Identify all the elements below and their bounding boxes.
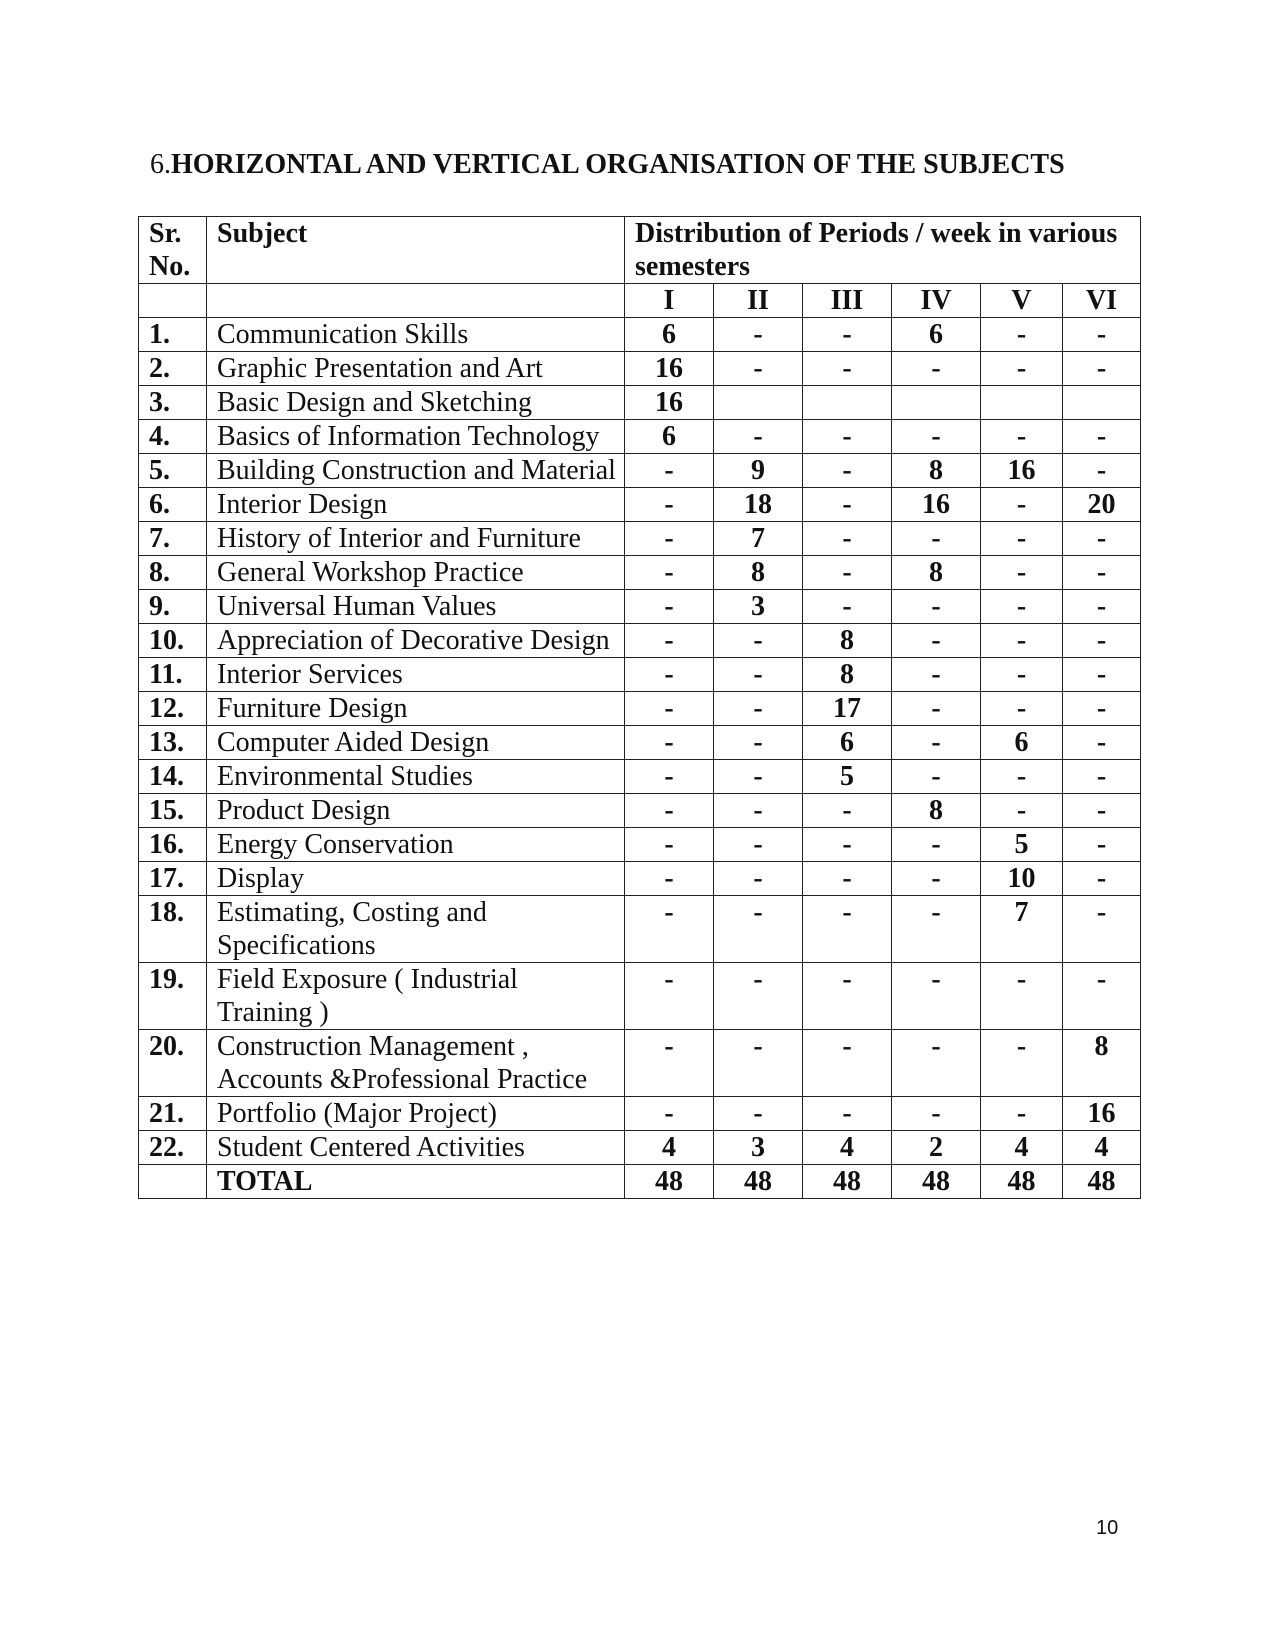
row-period-value: - xyxy=(625,488,714,522)
row-sr-no: 15. xyxy=(139,794,207,828)
row-period-value: - xyxy=(1063,624,1141,658)
table-row xyxy=(139,386,1141,420)
table-row xyxy=(139,318,1141,352)
total-value: 48 xyxy=(625,1165,714,1199)
row-period-value: - xyxy=(625,1097,714,1131)
row-period-value: - xyxy=(1063,896,1141,963)
row-sr-no: 21. xyxy=(139,1097,207,1131)
row-period-value xyxy=(1063,386,1141,420)
row-sr-no: 3. xyxy=(139,386,207,420)
row-subject: Interior Design xyxy=(207,488,625,522)
row-period-value: - xyxy=(981,318,1063,352)
table-row xyxy=(139,488,1141,522)
row-period-value: - xyxy=(1063,318,1141,352)
row-period-value: - xyxy=(714,726,803,760)
row-period-value: - xyxy=(981,420,1063,454)
table-row xyxy=(139,896,1141,963)
total-value: 48 xyxy=(981,1165,1063,1199)
semester-header-row xyxy=(139,284,1141,318)
section-number: 6. xyxy=(150,149,171,180)
row-period-value: - xyxy=(803,556,892,590)
row-period-value: - xyxy=(625,862,714,896)
row-period-value: - xyxy=(714,862,803,896)
row-period-value: - xyxy=(892,760,981,794)
row-period-value: 20 xyxy=(1063,488,1141,522)
row-period-value: - xyxy=(1063,963,1141,1030)
table-row xyxy=(139,1097,1141,1131)
row-sr-no: 1. xyxy=(139,318,207,352)
table-row xyxy=(139,760,1141,794)
row-period-value: - xyxy=(981,624,1063,658)
row-period-value: - xyxy=(892,963,981,1030)
row-period-value: - xyxy=(803,862,892,896)
row-sr-no: 8. xyxy=(139,556,207,590)
row-sr-no: 17. xyxy=(139,862,207,896)
row-period-value: - xyxy=(625,760,714,794)
row-period-value: 6 xyxy=(803,726,892,760)
row-period-value: - xyxy=(714,828,803,862)
row-period-value: - xyxy=(714,1030,803,1097)
table-row xyxy=(139,1030,1141,1097)
semester-label: IV xyxy=(892,284,981,318)
table-row xyxy=(139,862,1141,896)
semester-label: V xyxy=(981,284,1063,318)
row-period-value: - xyxy=(892,726,981,760)
row-subject: Universal Human Values xyxy=(207,590,625,624)
row-period-value: - xyxy=(625,726,714,760)
row-period-value: - xyxy=(803,318,892,352)
row-subject: Building Construction and Material xyxy=(207,454,625,488)
row-period-value: 4 xyxy=(1063,1131,1141,1165)
row-period-value: 2 xyxy=(892,1131,981,1165)
row-period-value: - xyxy=(981,794,1063,828)
row-period-value: - xyxy=(625,522,714,556)
row-sr-no: 2. xyxy=(139,352,207,386)
row-period-value: - xyxy=(625,828,714,862)
table-row xyxy=(139,420,1141,454)
row-sr-no: 7. xyxy=(139,522,207,556)
table-row xyxy=(139,828,1141,862)
row-period-value: - xyxy=(981,352,1063,386)
row-sr-no: 11. xyxy=(139,658,207,692)
semester-label: VI xyxy=(1063,284,1141,318)
table-row xyxy=(139,590,1141,624)
table-row xyxy=(139,692,1141,726)
total-value: 48 xyxy=(1063,1165,1141,1199)
row-subject: General Workshop Practice xyxy=(207,556,625,590)
row-subject: Estimating, Costing and Specifications xyxy=(207,896,625,963)
row-period-value: - xyxy=(625,590,714,624)
row-period-value: - xyxy=(1063,454,1141,488)
row-period-value: - xyxy=(892,1097,981,1131)
row-period-value: 8 xyxy=(1063,1030,1141,1097)
row-period-value: 8 xyxy=(803,624,892,658)
row-period-value: 8 xyxy=(714,556,803,590)
table-row xyxy=(139,624,1141,658)
row-period-value: 6 xyxy=(625,318,714,352)
total-row xyxy=(139,1165,1141,1199)
row-period-value: 4 xyxy=(803,1131,892,1165)
row-period-value: 7 xyxy=(981,896,1063,963)
row-period-value: 18 xyxy=(714,488,803,522)
row-period-value: - xyxy=(1063,658,1141,692)
row-period-value: - xyxy=(803,352,892,386)
row-period-value: - xyxy=(625,556,714,590)
row-sr-no: 10. xyxy=(139,624,207,658)
row-sr-no: 12. xyxy=(139,692,207,726)
row-period-value: 16 xyxy=(625,386,714,420)
row-subject: Portfolio (Major Project) xyxy=(207,1097,625,1131)
row-subject: Student Centered Activities xyxy=(207,1131,625,1165)
row-period-value xyxy=(892,386,981,420)
row-period-value: 5 xyxy=(981,828,1063,862)
row-sr-no: 9. xyxy=(139,590,207,624)
row-period-value: - xyxy=(714,963,803,1030)
header-distribution: Distribution of Periods / week in various semesters xyxy=(625,217,1141,284)
row-period-value: - xyxy=(892,590,981,624)
semester-label: I xyxy=(625,284,714,318)
row-period-value: - xyxy=(892,658,981,692)
row-subject: Computer Aided Design xyxy=(207,726,625,760)
row-period-value: - xyxy=(803,896,892,963)
row-period-value: 9 xyxy=(714,454,803,488)
row-subject: Graphic Presentation and Art xyxy=(207,352,625,386)
row-period-value: - xyxy=(1063,692,1141,726)
row-sr-no: 19. xyxy=(139,963,207,1030)
row-subject: Interior Services xyxy=(207,658,625,692)
semester-label: II xyxy=(714,284,803,318)
total-label: TOTAL xyxy=(207,1165,625,1199)
row-subject: Display xyxy=(207,862,625,896)
total-value: 48 xyxy=(803,1165,892,1199)
row-period-value: - xyxy=(892,828,981,862)
row-period-value: - xyxy=(714,352,803,386)
row-subject: Construction Management , Accounts &Professional Practice xyxy=(207,1030,625,1097)
row-period-value: 5 xyxy=(803,760,892,794)
subject-organisation-table xyxy=(138,216,1141,1199)
row-period-value: - xyxy=(803,1030,892,1097)
row-period-value: - xyxy=(714,760,803,794)
row-period-value: - xyxy=(714,624,803,658)
row-sr-no: 14. xyxy=(139,760,207,794)
row-period-value: - xyxy=(714,318,803,352)
row-period-value: 17 xyxy=(803,692,892,726)
row-period-value: - xyxy=(803,1097,892,1131)
row-period-value: 16 xyxy=(981,454,1063,488)
row-period-value: - xyxy=(892,692,981,726)
row-period-value: - xyxy=(892,624,981,658)
row-period-value: - xyxy=(625,794,714,828)
row-period-value: - xyxy=(625,896,714,963)
row-period-value: - xyxy=(625,1030,714,1097)
row-period-value: 4 xyxy=(625,1131,714,1165)
row-period-value: 8 xyxy=(892,454,981,488)
row-period-value: - xyxy=(1063,590,1141,624)
row-period-value: - xyxy=(1063,760,1141,794)
row-subject: Communication Skills xyxy=(207,318,625,352)
row-period-value xyxy=(803,386,892,420)
table-row xyxy=(139,1131,1141,1165)
table-row xyxy=(139,522,1141,556)
row-period-value: - xyxy=(714,896,803,963)
row-period-value: 3 xyxy=(714,1131,803,1165)
row-period-value: 6 xyxy=(625,420,714,454)
row-period-value: - xyxy=(892,522,981,556)
row-sr-no: 18. xyxy=(139,896,207,963)
row-period-value: - xyxy=(892,352,981,386)
header-sr-no: Sr. No. xyxy=(139,217,207,284)
row-period-value: 4 xyxy=(981,1131,1063,1165)
row-sr-no: 6. xyxy=(139,488,207,522)
row-period-value: - xyxy=(625,624,714,658)
section-title: HORIZONTAL AND VERTICAL ORGANISATION OF THE SUBJECTS xyxy=(171,149,1065,180)
semester-label: III xyxy=(803,284,892,318)
row-period-value: 16 xyxy=(1063,1097,1141,1131)
table-header-row xyxy=(139,217,1141,284)
row-period-value: - xyxy=(803,522,892,556)
row-period-value: - xyxy=(1063,828,1141,862)
table-row xyxy=(139,794,1141,828)
row-period-value: - xyxy=(803,590,892,624)
row-period-value: 16 xyxy=(625,352,714,386)
table-row xyxy=(139,658,1141,692)
row-sr-no: 4. xyxy=(139,420,207,454)
row-period-value: - xyxy=(714,692,803,726)
row-period-value: - xyxy=(1063,522,1141,556)
table-row xyxy=(139,726,1141,760)
row-period-value xyxy=(714,386,803,420)
row-period-value: - xyxy=(981,658,1063,692)
row-period-value: - xyxy=(1063,420,1141,454)
row-subject: Basic Design and Sketching xyxy=(207,386,625,420)
row-sr-no: 13. xyxy=(139,726,207,760)
row-period-value: - xyxy=(892,420,981,454)
row-period-value: - xyxy=(714,1097,803,1131)
row-period-value: - xyxy=(892,1030,981,1097)
row-period-value: - xyxy=(981,488,1063,522)
row-subject: History of Interior and Furniture xyxy=(207,522,625,556)
row-period-value: - xyxy=(803,794,892,828)
row-period-value: - xyxy=(981,556,1063,590)
empty-cell xyxy=(139,284,207,318)
empty-cell xyxy=(207,284,625,318)
row-period-value: - xyxy=(1063,794,1141,828)
row-period-value: - xyxy=(803,454,892,488)
row-period-value: - xyxy=(1063,352,1141,386)
row-subject: Field Exposure ( Industrial Training ) xyxy=(207,963,625,1030)
table-row xyxy=(139,556,1141,590)
row-period-value: - xyxy=(892,862,981,896)
total-sr-empty xyxy=(139,1165,207,1199)
row-sr-no: 5. xyxy=(139,454,207,488)
row-period-value: - xyxy=(1063,726,1141,760)
row-period-value: - xyxy=(981,1097,1063,1131)
row-subject: Product Design xyxy=(207,794,625,828)
row-period-value: - xyxy=(1063,556,1141,590)
row-period-value: - xyxy=(625,963,714,1030)
total-value: 48 xyxy=(892,1165,981,1199)
section-heading xyxy=(150,148,1065,182)
row-sr-no: 20. xyxy=(139,1030,207,1097)
row-subject: Furniture Design xyxy=(207,692,625,726)
total-value: 48 xyxy=(714,1165,803,1199)
row-subject: Energy Conservation xyxy=(207,828,625,862)
row-period-value: 8 xyxy=(803,658,892,692)
row-period-value: 6 xyxy=(981,726,1063,760)
row-sr-no: 16. xyxy=(139,828,207,862)
row-period-value: 7 xyxy=(714,522,803,556)
table-row xyxy=(139,963,1141,1030)
row-period-value: - xyxy=(803,488,892,522)
row-subject: Basics of Information Technology xyxy=(207,420,625,454)
row-period-value: 3 xyxy=(714,590,803,624)
header-subject: Subject xyxy=(207,217,625,284)
row-period-value: - xyxy=(714,658,803,692)
row-period-value: - xyxy=(981,760,1063,794)
row-subject: Environmental Studies xyxy=(207,760,625,794)
row-period-value: 10 xyxy=(981,862,1063,896)
row-period-value: - xyxy=(981,522,1063,556)
row-period-value: - xyxy=(981,590,1063,624)
row-period-value: - xyxy=(803,420,892,454)
row-period-value: - xyxy=(981,963,1063,1030)
table-row xyxy=(139,352,1141,386)
row-period-value: - xyxy=(714,794,803,828)
row-period-value: - xyxy=(625,454,714,488)
row-period-value: - xyxy=(625,692,714,726)
row-period-value xyxy=(981,386,1063,420)
table-row xyxy=(139,454,1141,488)
row-period-value: 8 xyxy=(892,556,981,590)
row-period-value: 16 xyxy=(892,488,981,522)
row-period-value: - xyxy=(625,658,714,692)
row-period-value: - xyxy=(981,692,1063,726)
page-number: 10 xyxy=(1096,1517,1119,1539)
row-period-value: 6 xyxy=(892,318,981,352)
row-sr-no: 22. xyxy=(139,1131,207,1165)
row-period-value: - xyxy=(714,420,803,454)
row-period-value: - xyxy=(1063,862,1141,896)
row-period-value: - xyxy=(803,963,892,1030)
row-period-value: 8 xyxy=(892,794,981,828)
row-period-value: - xyxy=(892,896,981,963)
row-period-value: - xyxy=(981,1030,1063,1097)
row-subject: Appreciation of Decorative Design xyxy=(207,624,625,658)
row-period-value: - xyxy=(803,828,892,862)
